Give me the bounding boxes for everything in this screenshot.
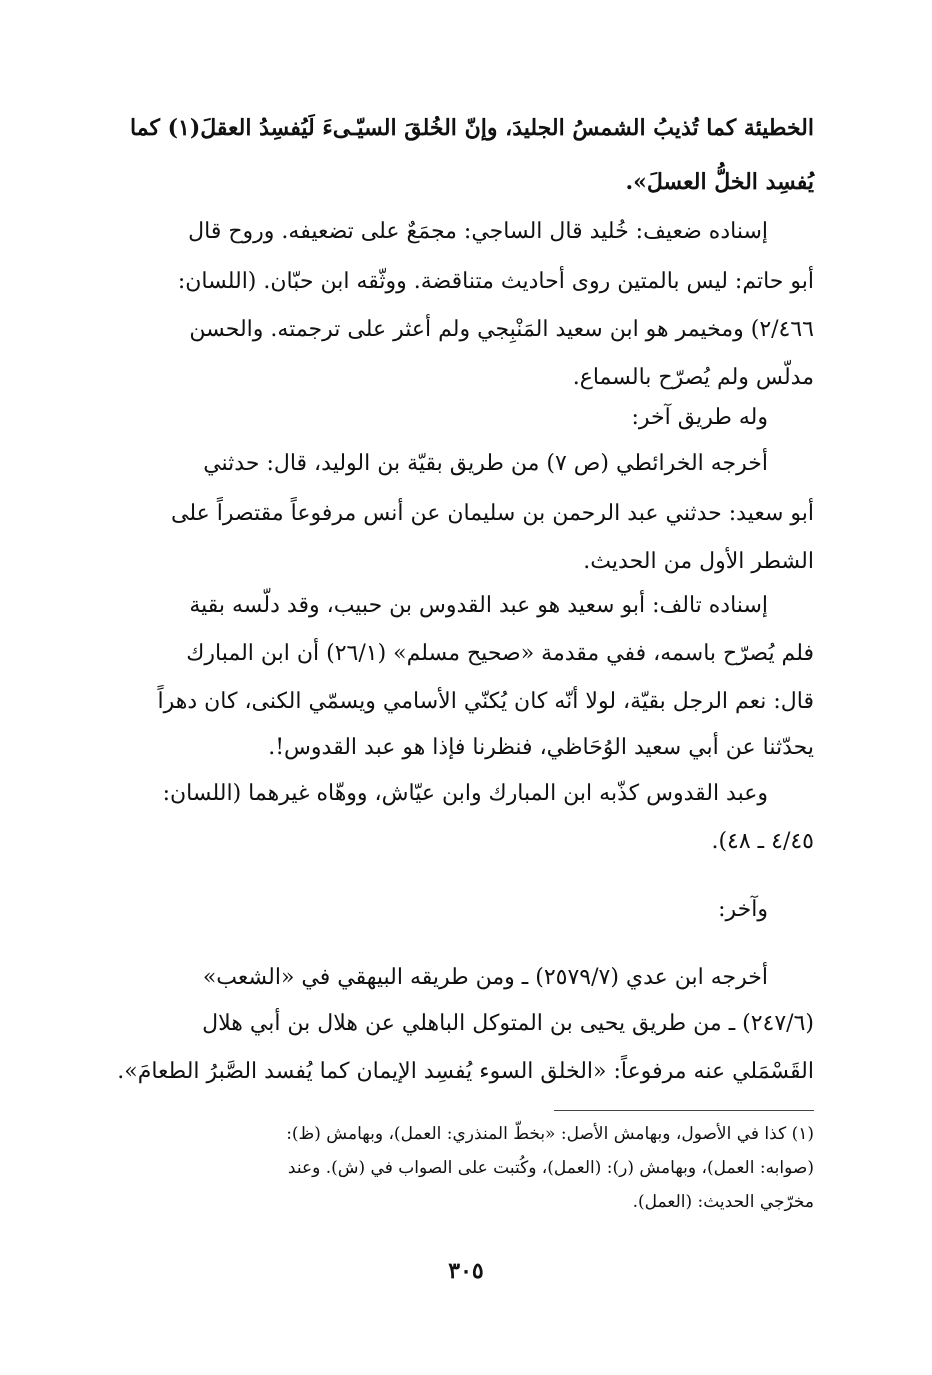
body-line-14: يحدّثنا عن أبي سعيد الوُحَاظي، فنظرنا فإذا هو عبد القدوس!.: [268, 735, 814, 760]
footnote-separator: [554, 1110, 814, 1111]
body-line-1: الخطيئة كما تُذيبُ الشمسُ الجليدَ، وإنّ الخُلقَ السيّـىءَ لَيُفسِدُ العقلَ(١) كما: [130, 115, 814, 141]
body-line-17: وآخر:: [718, 897, 768, 922]
body-line-15: وعبد القدوس كذّبه ابن المبارك وابن عيّاش، ووهّاه غيرهما (اللسان:: [162, 781, 768, 806]
body-line-20: القَسْمَلي عنه مرفوعاً: «الخلق السوء يُفسِد الإيمان كما يُفسد الصَّبرُ الطعامَ».: [117, 1059, 814, 1084]
footnote-line-2: (صوابه: العمل)، وبهامش (ر): (العمل)، وكُتبت على الصواب في (ش). وعند: [287, 1158, 814, 1178]
footnote-line-3: مخرّجي الحديث: (العمل).: [632, 1192, 814, 1212]
page-number: ٣٠٥: [448, 1258, 484, 1284]
body-line-5: ٢/٤٦٦) ومخيمر هو ابن سعيد المَنْبِجي ولم أعثر على ترجمته. والحسن: [189, 317, 814, 342]
body-line-10: الشطر الأول من الحديث.: [583, 549, 814, 574]
body-line-8: أخرجه الخرائطي (ص ٧) من طريق بقيّة بن الوليد، قال: حدثني: [203, 451, 768, 476]
body-line-18: أخرجه ابن عدي (٢٥٧٩/٧) ـ ومن طريقه البيهقي في «الشعب»: [202, 965, 768, 990]
body-line-7: وله طريق آخر:: [631, 405, 768, 430]
body-line-13: قال: نعم الرجل بقيّة، لولا أنّه كان يُكنّي الأسامي ويسمّي الكنى، كان دهراً: [157, 689, 814, 714]
body-line-12: فلم يُصرّح باسمه، ففي مقدمة «صحيح مسلم» (٢٦/١) أن ابن المبارك: [186, 641, 814, 666]
body-line-3: إسناده ضعيف: خُليد قال الساجي: مجمَعٌ على تضعيفه. وروح قال: [188, 219, 768, 244]
body-line-16: ٤/٤٥ ـ ٤٨).: [711, 829, 814, 854]
body-line-9: أبو سعيد: حدثني عبد الرحمن بن سليمان عن أنس مرفوعاً مقتصراً على: [171, 501, 814, 526]
body-line-19: (٢٤٧/٦) ـ من طريق يحيى بن المتوكل الباهلي عن هلال بن أبي هلال: [202, 1011, 814, 1036]
body-line-4: أبو حاتم: ليس بالمتين روى أحاديث متناقضة. ووثّقه ابن حبّان. (اللسان:: [177, 269, 814, 294]
body-line-2: يُفسِد الخلُّ العسلَ».: [625, 169, 814, 195]
footnote-line-1: (١) كذا في الأصول، وبهامش الأصل: «بخطّ المنذري: العمل)، وبهامش (ظ):: [286, 1124, 814, 1144]
body-line-6: مدلّس ولم يُصرّح بالسماع.: [572, 365, 814, 390]
body-line-11: إسناده تالف: أبو سعيد هو عبد القدوس بن حبيب، وقد دلّسه بقية: [189, 593, 768, 618]
